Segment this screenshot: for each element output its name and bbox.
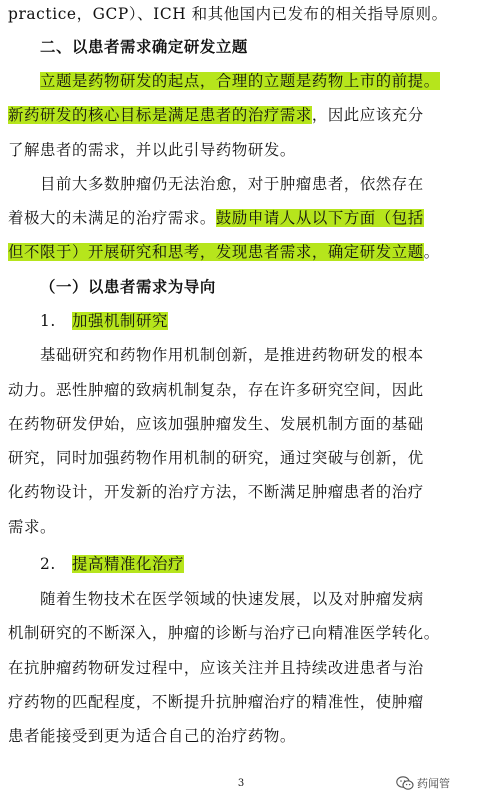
text-line: 了解患者的需求，并以此引导药物研发。: [8, 141, 296, 159]
highlighted-text: 但不限于）开展研究和思考，发现患者需求，确定研发立题: [8, 243, 424, 261]
highlighted-text: 鼓励申请人从以下方面（包括: [215, 209, 424, 227]
subsection-heading: （一）以患者需求为导向: [40, 278, 216, 296]
wechat-icon: [396, 775, 414, 791]
text-line: 目前大多数肿瘤仍无法治愈，对于肿瘤患者，依然存在: [40, 175, 424, 193]
text-line: 动力。恶性肿瘤的致病机制复杂，存在许多研究空间，因此: [8, 381, 424, 399]
text-line: 基础研究和药物作用机制创新，是推进药物研发的根本: [40, 346, 424, 364]
watermark: [396, 773, 450, 793]
highlighted-text: 立题是药物研发的起点，合理的立题是药物上市的前提。: [40, 72, 440, 90]
page-number: 3: [237, 778, 245, 789]
text-line: 新药研发的核心目标是满足患者的治疗需求，因此应该充分: [8, 106, 424, 124]
text-line: 化药物设计，开发新的治疗方法，不断满足肿瘤患者的治疗: [8, 483, 424, 501]
text-line: 研究，同时加强药物作用机制的研究，通过突破与创新，优: [8, 449, 424, 467]
section-heading: 二、以患者需求确定研发立题: [40, 38, 248, 56]
text-line: 在抗肿瘤药物研发过程中，应该关注并且持续改进患者与治: [8, 659, 424, 677]
text-line: [40, 70, 474, 92]
item-number: 1.: [40, 312, 56, 330]
numbered-heading: [40, 310, 474, 332]
highlighted-text: 提高精准化治疗: [72, 555, 184, 573]
text-line: 机制研究的不断深入，肿瘤的诊断与治疗已向精准医学转化。: [8, 624, 440, 642]
numbered-heading: [40, 553, 474, 575]
text-line: 但不限于）开展研究和思考，发现患者需求，确定研发立题。: [8, 243, 440, 261]
text-line: 着极大的未满足的治疗需求。鼓励申请人从以下方面（包括: [8, 209, 424, 227]
item-number: 2.: [40, 555, 56, 573]
highlighted-text: 加强机制研究: [72, 312, 168, 330]
text-line: 随着生物技术在医学领域的快速发展，以及对肿瘤发病: [40, 590, 424, 608]
text-line: practice，GCP）、ICH 和其他国内已发布的相关指导原则。: [8, 5, 448, 23]
text-line: 患者能接受到更为适合自己的治疗药物。: [8, 727, 296, 745]
watermark-text: 药闻管: [417, 777, 450, 790]
text-line: 需求。: [8, 518, 56, 536]
highlighted-text: 新药研发的核心目标是满足患者的治疗需求: [8, 106, 312, 124]
text-line: 疗药物的匹配程度，不断提升抗肿瘤治疗的精准性，使肿瘤: [8, 693, 424, 711]
text-line: 在药物研发伊始，应该加强肿瘤发生、发展机制方面的基础: [8, 415, 424, 433]
